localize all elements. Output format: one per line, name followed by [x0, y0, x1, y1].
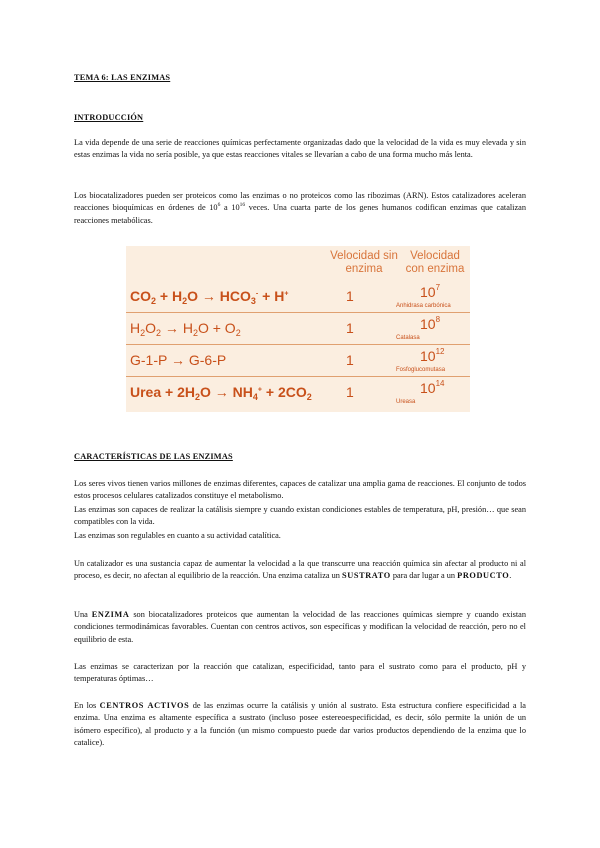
term-producto: PRODUCTO — [457, 571, 510, 581]
term-enzima: ENZIMA — [91, 610, 130, 619]
char-paragraph-1: Los seres vivos tienen varios millones de enzimas diferentes, capaces de catalizar una amplia gama de reacciones. El conjunto de todos estos procesos celulares catalizados constituye el metabolismo. — [74, 479, 526, 501]
intro-paragraph-1: La vida depende de una serie de reacciones químicas perfectamente organizadas dado que la velocidad de la vida es muy elevada y sin estas enzimas la vida no sería posible, ya que estas reacciones vitales se llevarían a cabo de una forma mucho más lenta. — [74, 138, 526, 160]
char-paragraph-7: En los CENTROS ACTIVOS de las enzimas ocurre la catálisis y unión al sustrato. Esta estructura confiere especificidad a la enzima. Una enzima es altamente específica a sustrato (incluso posee estereoespecificidad, es decir, sólo permite la unión de un isómero específico), al producto y a la función (un mismo compuesto puede dar varios productos dependiendo de la enzima que lo catalice). — [74, 701, 526, 748]
rate-with-4: $10^{14}$ — [420, 379, 445, 396]
intro-p2-text-a: Los biocatalizadores pueden ser proteicos como las enzimas o no proteicos como las ribozimas (ARN). Estos catalizadores aceleran reacciones bioquímicas en órdenes de 10 — [74, 191, 526, 213]
characteristics-heading: CARACTERÍSTICAS DE LAS ENZIMAS — [74, 452, 233, 461]
rate-with-3: $10^{12}$ — [420, 347, 445, 364]
table-divider — [126, 344, 470, 345]
intro-p2-exp2: 16 — [239, 202, 246, 209]
header-without-enzyme: Velocidad sin enzima — [330, 250, 398, 275]
intro-paragraph-2 — [74, 190, 526, 227]
rate-without-4: 1 — [346, 384, 354, 400]
header-with-enzyme: Velocidad con enzima — [405, 250, 465, 275]
reaction-1: $CO_2 + H_2O \to HCO_3^- + H^+$ — [130, 288, 289, 306]
document-title: TEMA 6: LAS ENZIMAS — [74, 73, 171, 82]
intro-p2-exp1: 6 — [217, 202, 221, 209]
char-paragraph-6: Las enzimas se caracterizan por la reacción que catalizan, especificidad, tanto para el sustrato como para el producto, pH y temperaturas óptimas… — [74, 662, 526, 684]
enzyme-name-2: Catalasa — [396, 335, 420, 341]
intro-heading: INTRODUCCIÓN — [74, 113, 144, 122]
enzyme-name-4: Ureasa — [396, 399, 416, 405]
intro-p2-text-b: veces. Una cuarta parte de los genes humanos codifican enzimas que catalizan reacciones metabólicas. — [74, 203, 526, 225]
rate-without-1: 1 — [346, 288, 354, 304]
enzyme-name-1: Anhidrasa carbónica — [396, 303, 451, 309]
reaction-2: $H_2O_2 \to H_2O + O_2$ — [130, 320, 241, 338]
term-centros-activos: CENTROS ACTIVOS — [99, 701, 190, 710]
intro-p2-text-mid: a 10 — [220, 203, 240, 213]
rate-with-1: $10^7$ — [420, 283, 441, 300]
table-divider — [126, 376, 470, 377]
char-paragraph-2: Las enzimas son capaces de realizar la catálisis siempre y cuando existan condiciones estables de temperatura, pH, presión… que sean compatibles con la vida. — [74, 505, 526, 527]
enzyme-velocity-table — [126, 246, 470, 412]
char-paragraph-3: Las enzimas son regulables en cuanto a su actividad catalítica. — [74, 531, 281, 540]
reaction-4: Urea + $2H_2O \to NH_4^+ + 2CO_2$ — [130, 384, 312, 402]
char-paragraph-5: Una ENZIMA son biocatalizadores proteicos que aumentan la velocidad de las reacciones químicas siempre y cuando existan condiciones termodinámicas favorables. Cuentan con centros activos, son específicas y modifican la velocidad de reacción, pero no el equilibrio de esta. — [74, 610, 526, 644]
reaction-3: G-1-P → G-6-P — [130, 352, 227, 368]
rate-with-2: $10^8$ — [420, 315, 441, 332]
term-sustrato: SUSTRATO — [342, 571, 391, 581]
enzyme-name-3: Fosfoglucomutasa — [396, 367, 446, 373]
rate-without-2: 1 — [346, 320, 354, 336]
table-divider — [126, 312, 470, 313]
char-paragraph-4: Un catalizador es una sustancia capaz de aumentar la velocidad a la que transcurre una reacción química sin afectar al producto ni al proceso, es decir, no afectan al equilibrio de la reacción. Una enzima cataliza un SUSTRATO para dar lugar a un PRODUCTO. — [74, 559, 526, 581]
rate-without-3: 1 — [346, 352, 354, 368]
